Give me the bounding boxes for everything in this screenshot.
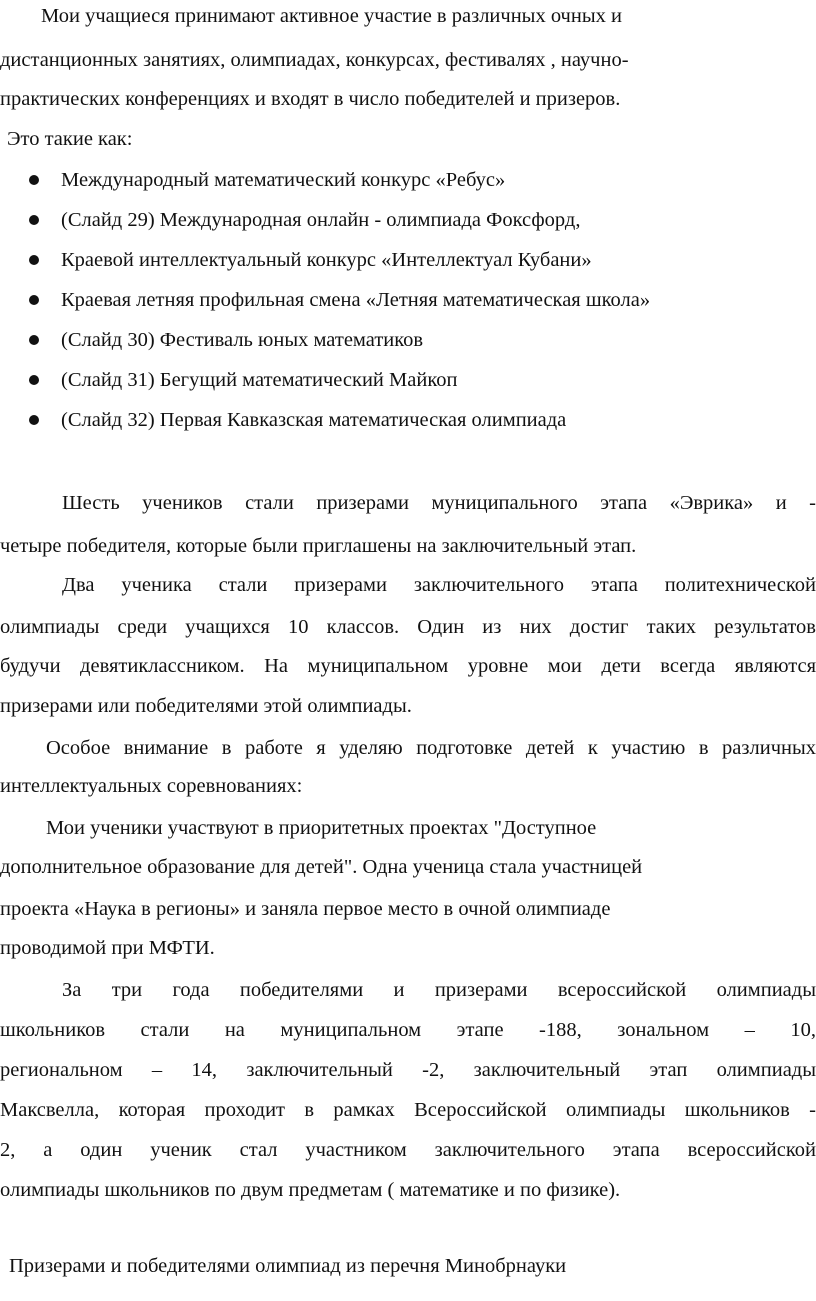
projects-line-4: проводимой при МФТИ. (0, 937, 215, 959)
list-item-label: (Слайд 31) Бегущий математический Майкоп (61, 369, 458, 391)
polytech-line-2: олимпиады среди учащихся 10 классов. Один из них достиг таких результатов (0, 616, 816, 638)
projects-line-1: Мои ученики участвуют в приоритетных проектах "Доступное (46, 817, 597, 839)
intro-line-1: Мои учащиеся принимают активное участие в различных очных и (41, 5, 622, 27)
closing-line: Призерами и победителями олимпиад из перечня Минобрнауки (9, 1255, 567, 1277)
bullet-icon (29, 335, 39, 345)
olympiad-line-4: Максвелла, которая проходит в рамках Всероссийской олимпиады школьников - (0, 1099, 816, 1121)
olympiad-line-3: региональном – 14, заключительный -2, заключительный этап олимпиады (0, 1059, 816, 1081)
bullet-icon (29, 415, 39, 425)
projects-line-3: проекта «Наука в регионы» и заняла первое место в очной олимпиаде (0, 898, 611, 920)
olympiad-line-6: олимпиады школьников по двум предметам ( математике и по физике). (0, 1179, 621, 1201)
bullet-icon (29, 295, 39, 305)
evrika-line-1: Шесть учеников стали призерами муниципального этапа «Эврика» и - (62, 492, 816, 514)
intro-line-2: дистанционных занятиях, олимпиадах, конкурсах, фестивалях , научно- (0, 49, 629, 71)
olympiad-line-5: 2, а один ученик стал участником заключительного этапа всероссийской (0, 1139, 816, 1161)
bullet-icon (29, 375, 39, 385)
olympiad-line-2: школьников стали на муниципальном этапе -188, зональном – 10, (0, 1019, 816, 1041)
list-item-label: Международный математический конкурс «Ребус» (61, 169, 506, 191)
olympiad-line-1: За три года победителями и призерами всероссийской олимпиады (62, 979, 816, 1001)
list-item-label: Краевой интеллектуальный конкурс «Интеллектуал Кубани» (61, 249, 592, 271)
projects-line-2: дополнительное образование для детей". Одна ученица стала участницей (0, 856, 643, 878)
list-item-label: Краевая летняя профильная смена «Летняя математическая школа» (61, 289, 651, 311)
polytech-line-3: будучи девятиклассником. На муниципальном уровне мои дети всегда являются (0, 655, 816, 677)
polytech-line-1: Два ученика стали призерами заключительного этапа политехнической (62, 574, 816, 596)
list-item-label: (Слайд 32) Первая Кавказская математическая олимпиада (61, 409, 567, 431)
attention-line-2: интеллектуальных соревнованиях: (0, 775, 303, 797)
bullet-icon (29, 215, 39, 225)
attention-line-1: Особое внимание в работе я уделяю подготовке детей к участию в различных (46, 737, 816, 759)
evrika-line-2: четыре победителя, которые были приглашены на заключительный этап. (0, 535, 637, 557)
polytech-line-4: призерами или победителями этой олимпиады. (0, 695, 412, 717)
list-item-label: (Слайд 29) Международная онлайн - олимпиада Фоксфорд, (61, 209, 581, 231)
intro-line-4: Это такие как: (7, 128, 133, 150)
bullet-icon (29, 255, 39, 265)
bullet-icon (29, 175, 39, 185)
list-item-label: (Слайд 30) Фестиваль юных математиков (61, 329, 424, 351)
intro-line-3: практических конференциях и входят в число победителей и призеров. (0, 88, 621, 110)
